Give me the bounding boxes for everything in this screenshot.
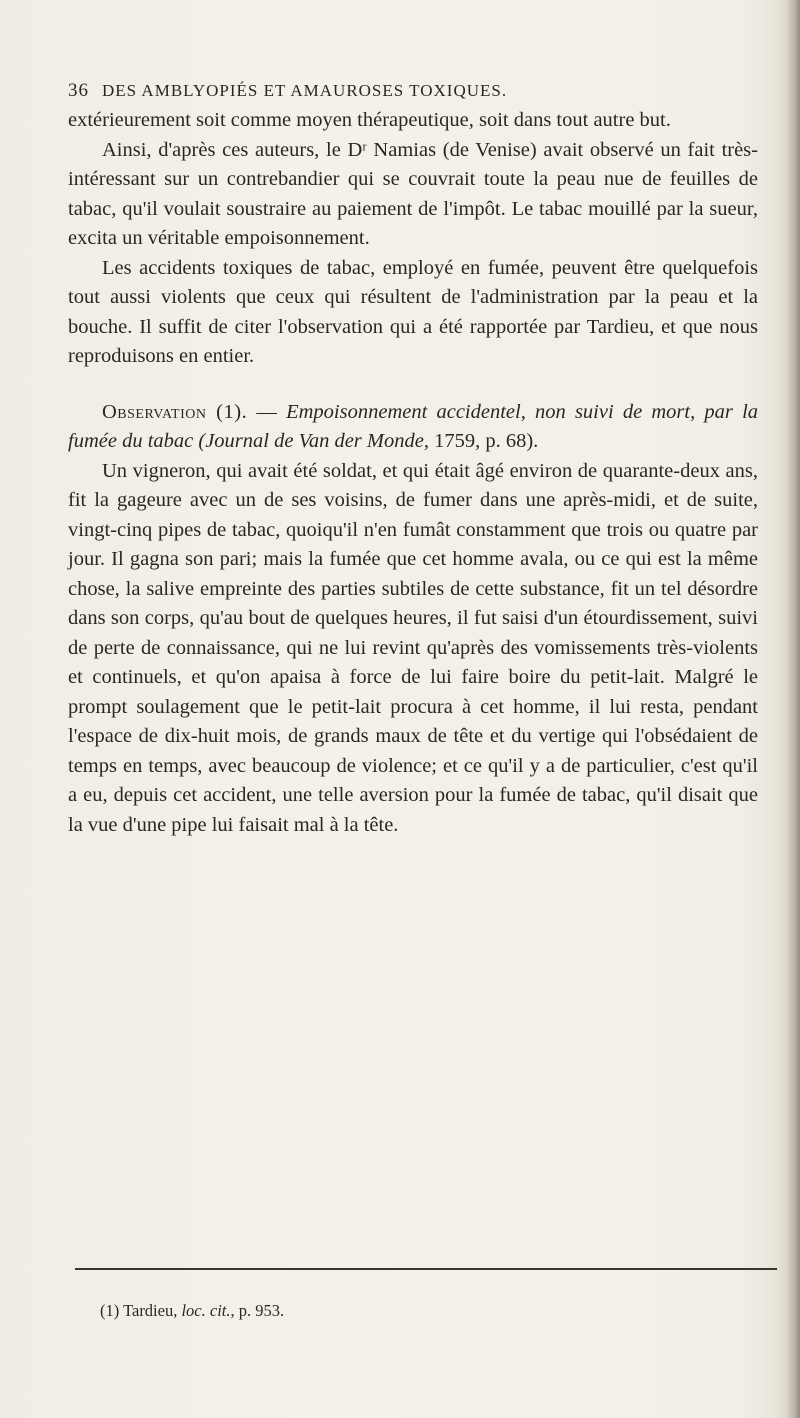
page-number: 36 bbox=[68, 80, 89, 101]
footnote-marker: (1) Tardieu, bbox=[100, 1301, 182, 1320]
observation-reference: 1759, p. 68). bbox=[428, 430, 539, 452]
page-header bbox=[68, 74, 758, 108]
paragraph-toxic-accidents: Les accidents toxiques de tabac, employé en fumée, peuvent être quelquefois tout aussi violents que ceux qui résultent de l'administration par la peau et la bouche. Il suffit de citer l'observation qui a été rapportée par Tardieu, et que nous reproduisons en entier. bbox=[68, 256, 758, 367]
paragraph-namias-text: Ainsi, d'après ces auteurs, le Dʳ Namias (de Venise) avait observé un fait très-intéressant sur un contrebandier qui se couvrait toute la peau nue de feuilles de tabac, qu'il voulait soustraire au paiement de l'impôt. Le tabac mouillé par la sueur, excita un véritable empoisonnement. bbox=[68, 138, 758, 249]
paragraph-continuation: extérieurement soit comme moyen thérapeutique, soit dans tout autre but. bbox=[68, 109, 671, 131]
running-title: DES AMBLYOPIÉS ET AMAUROSES TOXIQUES. bbox=[102, 81, 508, 100]
paragraph-namias bbox=[68, 136, 758, 254]
page-edge-shadow bbox=[786, 0, 800, 1418]
observation-dash: — bbox=[247, 400, 287, 423]
paragraph-vigneron: Un vigneron, qui avait été soldat, et qui était âgé environ de quarante-deux ans, fit la gageure avec un de ses voisins, de fumer dans une après-midi, et de suite, vingt-cinq pipes de tabac, quoiqu'il n'en fumât constamment que trois ou quatre par jour. Il gagna son pari; mais la fumée que cet homme avala, ou ce qui est la même chose, la salive empreinte des parties subtiles de cette substance, fit un tel désordre dans son corps, qu'au bout de quelques heures, il fut saisi d'un étourdissement, suivi de perte de connaissance, qui ne lui revint qu'après des vomissements très-violents et continuels, et qu'on apaisa à force de lui faire boire du petit-lait. Malgré le prompt soulagement que le petit-lait procura à cet homme, il lui resta, pendant l'espace de dix-huit mois, de grands maux de tête et du vertige qui l'obsédaient de temps en temps, avec beaucoup de violence; et ce qu'il y a de particulier, c'est qu'il a eu, depuis cet accident, une telle aversion pour la fumée de tabac, qu'il disait que la vue d'une pipe lui faisait mal à la tête. bbox=[68, 459, 758, 836]
footnote-rule bbox=[75, 1268, 777, 1270]
footnote-italic: loc. cit. bbox=[181, 1301, 231, 1320]
observation-title: Empoisonnement accidentel, non suivi de mort, par la fumée du tabac (Journal de Van der Monde, bbox=[68, 400, 759, 452]
footnote bbox=[100, 1300, 284, 1322]
main-text bbox=[68, 106, 758, 840]
footnote-rest: , p. 953. bbox=[230, 1301, 285, 1320]
observation-label: Observation (1). bbox=[102, 400, 248, 423]
observation-heading bbox=[68, 398, 758, 457]
